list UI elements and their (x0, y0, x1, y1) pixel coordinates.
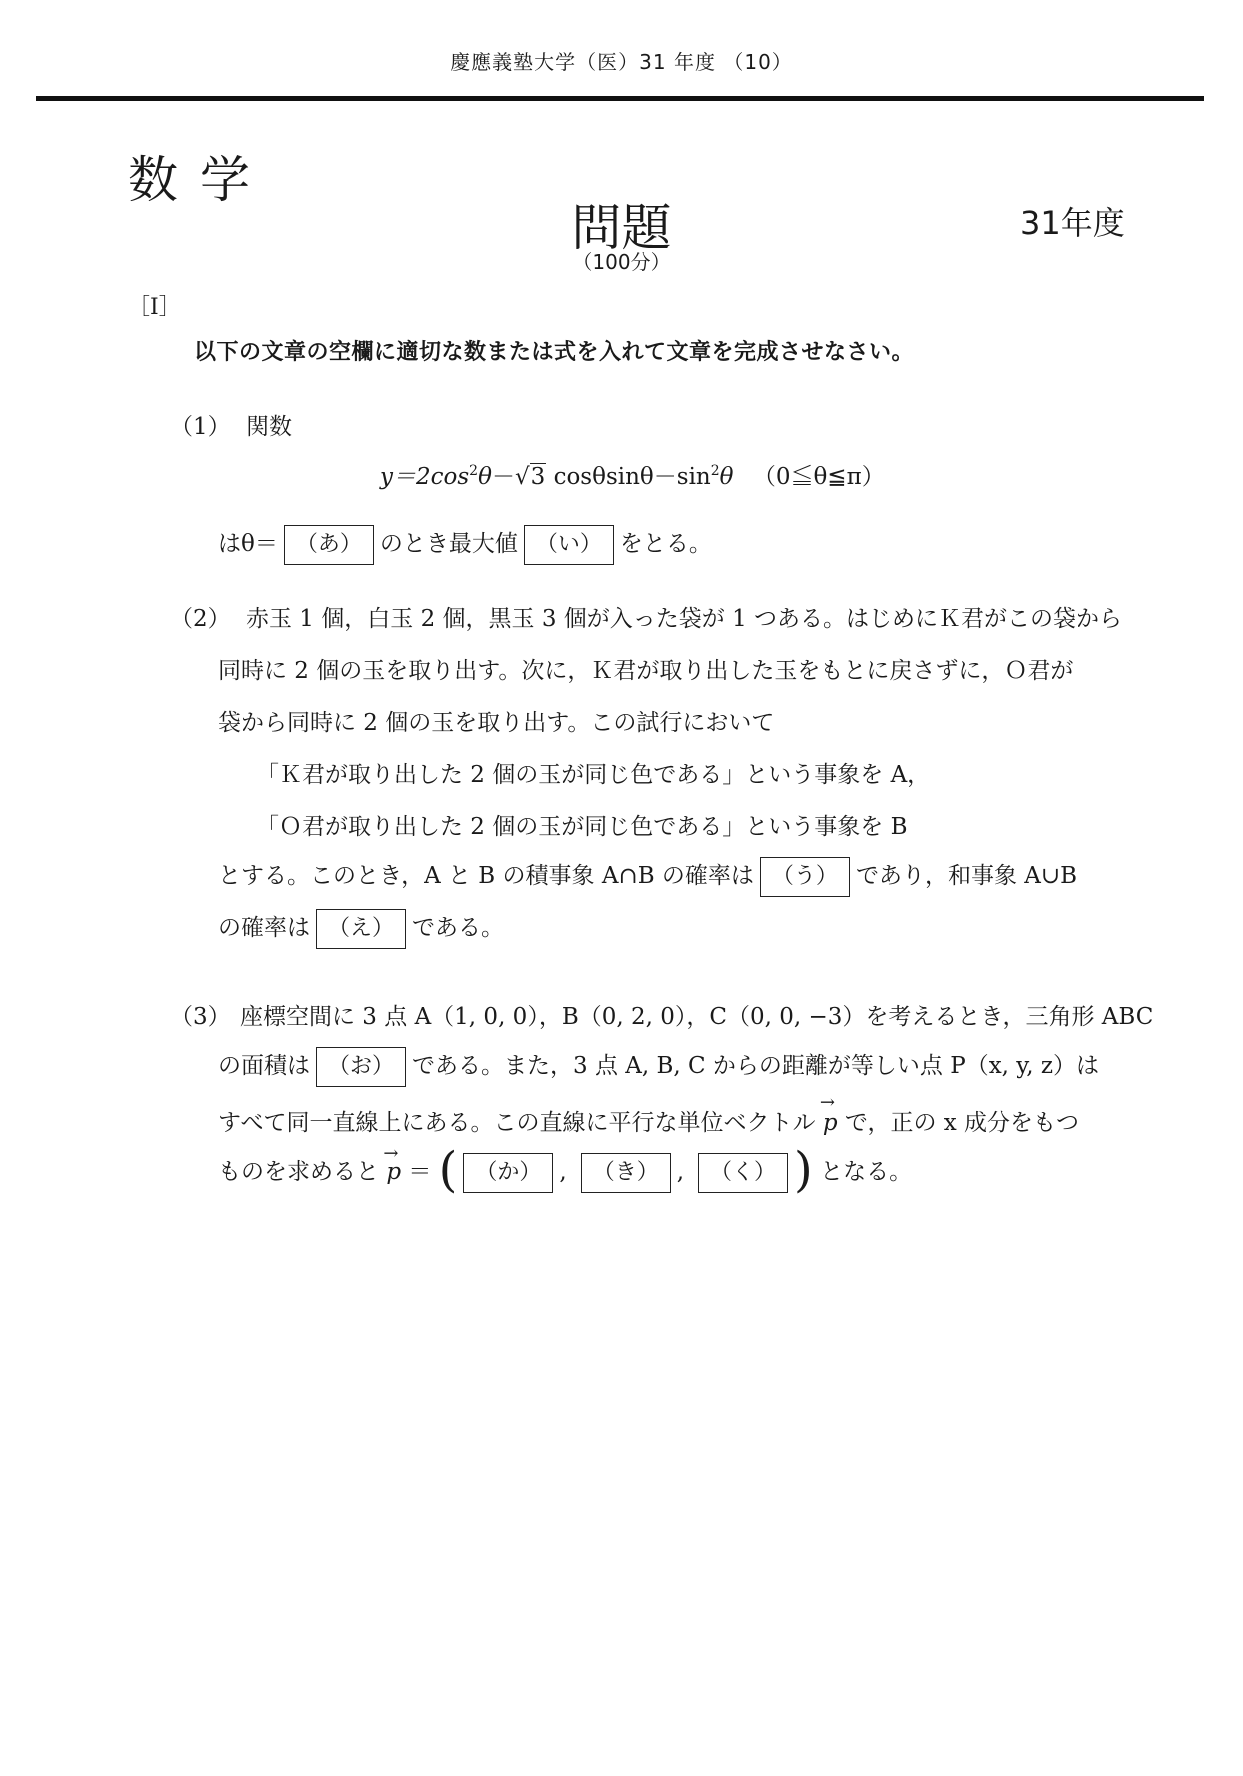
text: で，正の x 成分をもつ (844, 1110, 1080, 1136)
question-2-line-1: 赤玉 1 個，白玉 2 個，黒玉 3 個が入った袋が 1 つある。はじめにＫ君がこの袋から (246, 606, 1123, 632)
vector-p (383, 1143, 402, 1194)
page-title: 問題 (571, 199, 672, 257)
formula-part: θ (719, 464, 734, 490)
answer-box-o: （お） (316, 1047, 406, 1087)
question-3-line-4 (218, 1142, 913, 1198)
comma: , (676, 1159, 685, 1185)
radical-sign: √ (514, 464, 530, 490)
left-paren: ( (438, 1142, 458, 1198)
question-3-line-2 (218, 1044, 1099, 1088)
text: をとる。 (619, 531, 712, 557)
question-2-line-7 (218, 906, 504, 950)
header-divider (36, 96, 1204, 101)
text: とする。このとき，A と B の積事象 A∩B の確率は (218, 863, 754, 889)
answer-box-ka: （か） (463, 1153, 553, 1193)
vector-p (819, 1092, 838, 1136)
question-1-intro: 関数 (246, 414, 292, 440)
vector-arrow: → (383, 1143, 399, 1164)
text: ＝ (408, 1159, 432, 1185)
vector-arrow: → (819, 1092, 835, 1113)
question-1-formula (380, 458, 885, 491)
question-1-line-2 (218, 522, 712, 566)
vector-symbol: p (822, 1110, 838, 1136)
section-instructions: 以下の文章の空欄に適切な数または式を入れて文章を完成させなさい。 (194, 340, 915, 365)
text: である。また，3 点 A, B, C からの距離が等しい点 P（x, y, z）は (412, 1053, 1099, 1079)
question-2-line-3: 袋から同時に 2 個の玉を取り出す。この試行において (218, 710, 775, 736)
formula-part: θ (478, 464, 492, 490)
text: ものを求めると (218, 1159, 379, 1185)
answer-box-i: （い） (524, 525, 614, 565)
formula-part: － (491, 464, 515, 490)
question-2-event-b: 「Ｏ君が取り出した 2 個の玉が同じ色である」という事象を B (256, 814, 908, 840)
year-label: 31年度 (1020, 204, 1125, 242)
text: のとき最大値 (379, 531, 518, 557)
question-3-number: （3） (170, 1004, 231, 1030)
vector-symbol: p (386, 1159, 402, 1185)
section-number: ［Ⅰ］ (128, 295, 181, 320)
question-2-number: （2） (170, 606, 231, 632)
formula-range: （0≦θ≦π） (752, 464, 885, 490)
text: である。 (412, 915, 504, 941)
subject-title: 数学 (128, 151, 272, 209)
text: はθ＝ (218, 531, 278, 557)
text: の面積は (218, 1053, 310, 1079)
text: となる。 (820, 1159, 913, 1185)
question-3-line-3 (218, 1092, 1080, 1137)
time-limit: （100分） (572, 250, 671, 274)
right-paren: ) (794, 1142, 813, 1198)
running-header: 慶應義塾大学（医）31 年度 （10） (450, 50, 793, 74)
text: であり，和事象 A∪B (855, 863, 1078, 889)
formula-exponent: 2 (710, 463, 720, 479)
answer-box-ku: （く） (698, 1153, 788, 1193)
text: の確率は (218, 915, 310, 941)
answer-box-u: （う） (760, 857, 850, 897)
comma: , (559, 1159, 567, 1185)
question-2-line-6 (218, 854, 1077, 898)
formula-part: cosθsinθ－sin (553, 464, 711, 490)
question-2-event-a: 「Ｋ君が取り出した 2 個の玉が同じ色である」という事象を A， (256, 762, 931, 788)
radicand: 3 (530, 464, 546, 490)
text: すべて同一直線上にある。この直線に平行な単位ベクトル (218, 1110, 816, 1136)
square-root (515, 464, 546, 490)
answer-box-e: （え） (316, 909, 406, 949)
question-3-line-1: 座標空間に 3 点 A（1, 0, 0），B（0, 2, 0），C（0, 0, −3）を考えるとき，三角形 ABC (240, 1004, 1154, 1030)
formula-exponent: 2 (469, 463, 479, 479)
answer-box-ki: （き） (581, 1153, 671, 1193)
question-1-number: （1） (170, 414, 231, 440)
answer-box-a: （あ） (284, 525, 374, 565)
formula-part: y＝2cos (380, 464, 470, 490)
question-2-line-2: 同時に 2 個の玉を取り出す。次に，Ｋ君が取り出した玉をもとに戻さずに，Ｏ君が (218, 658, 1074, 684)
